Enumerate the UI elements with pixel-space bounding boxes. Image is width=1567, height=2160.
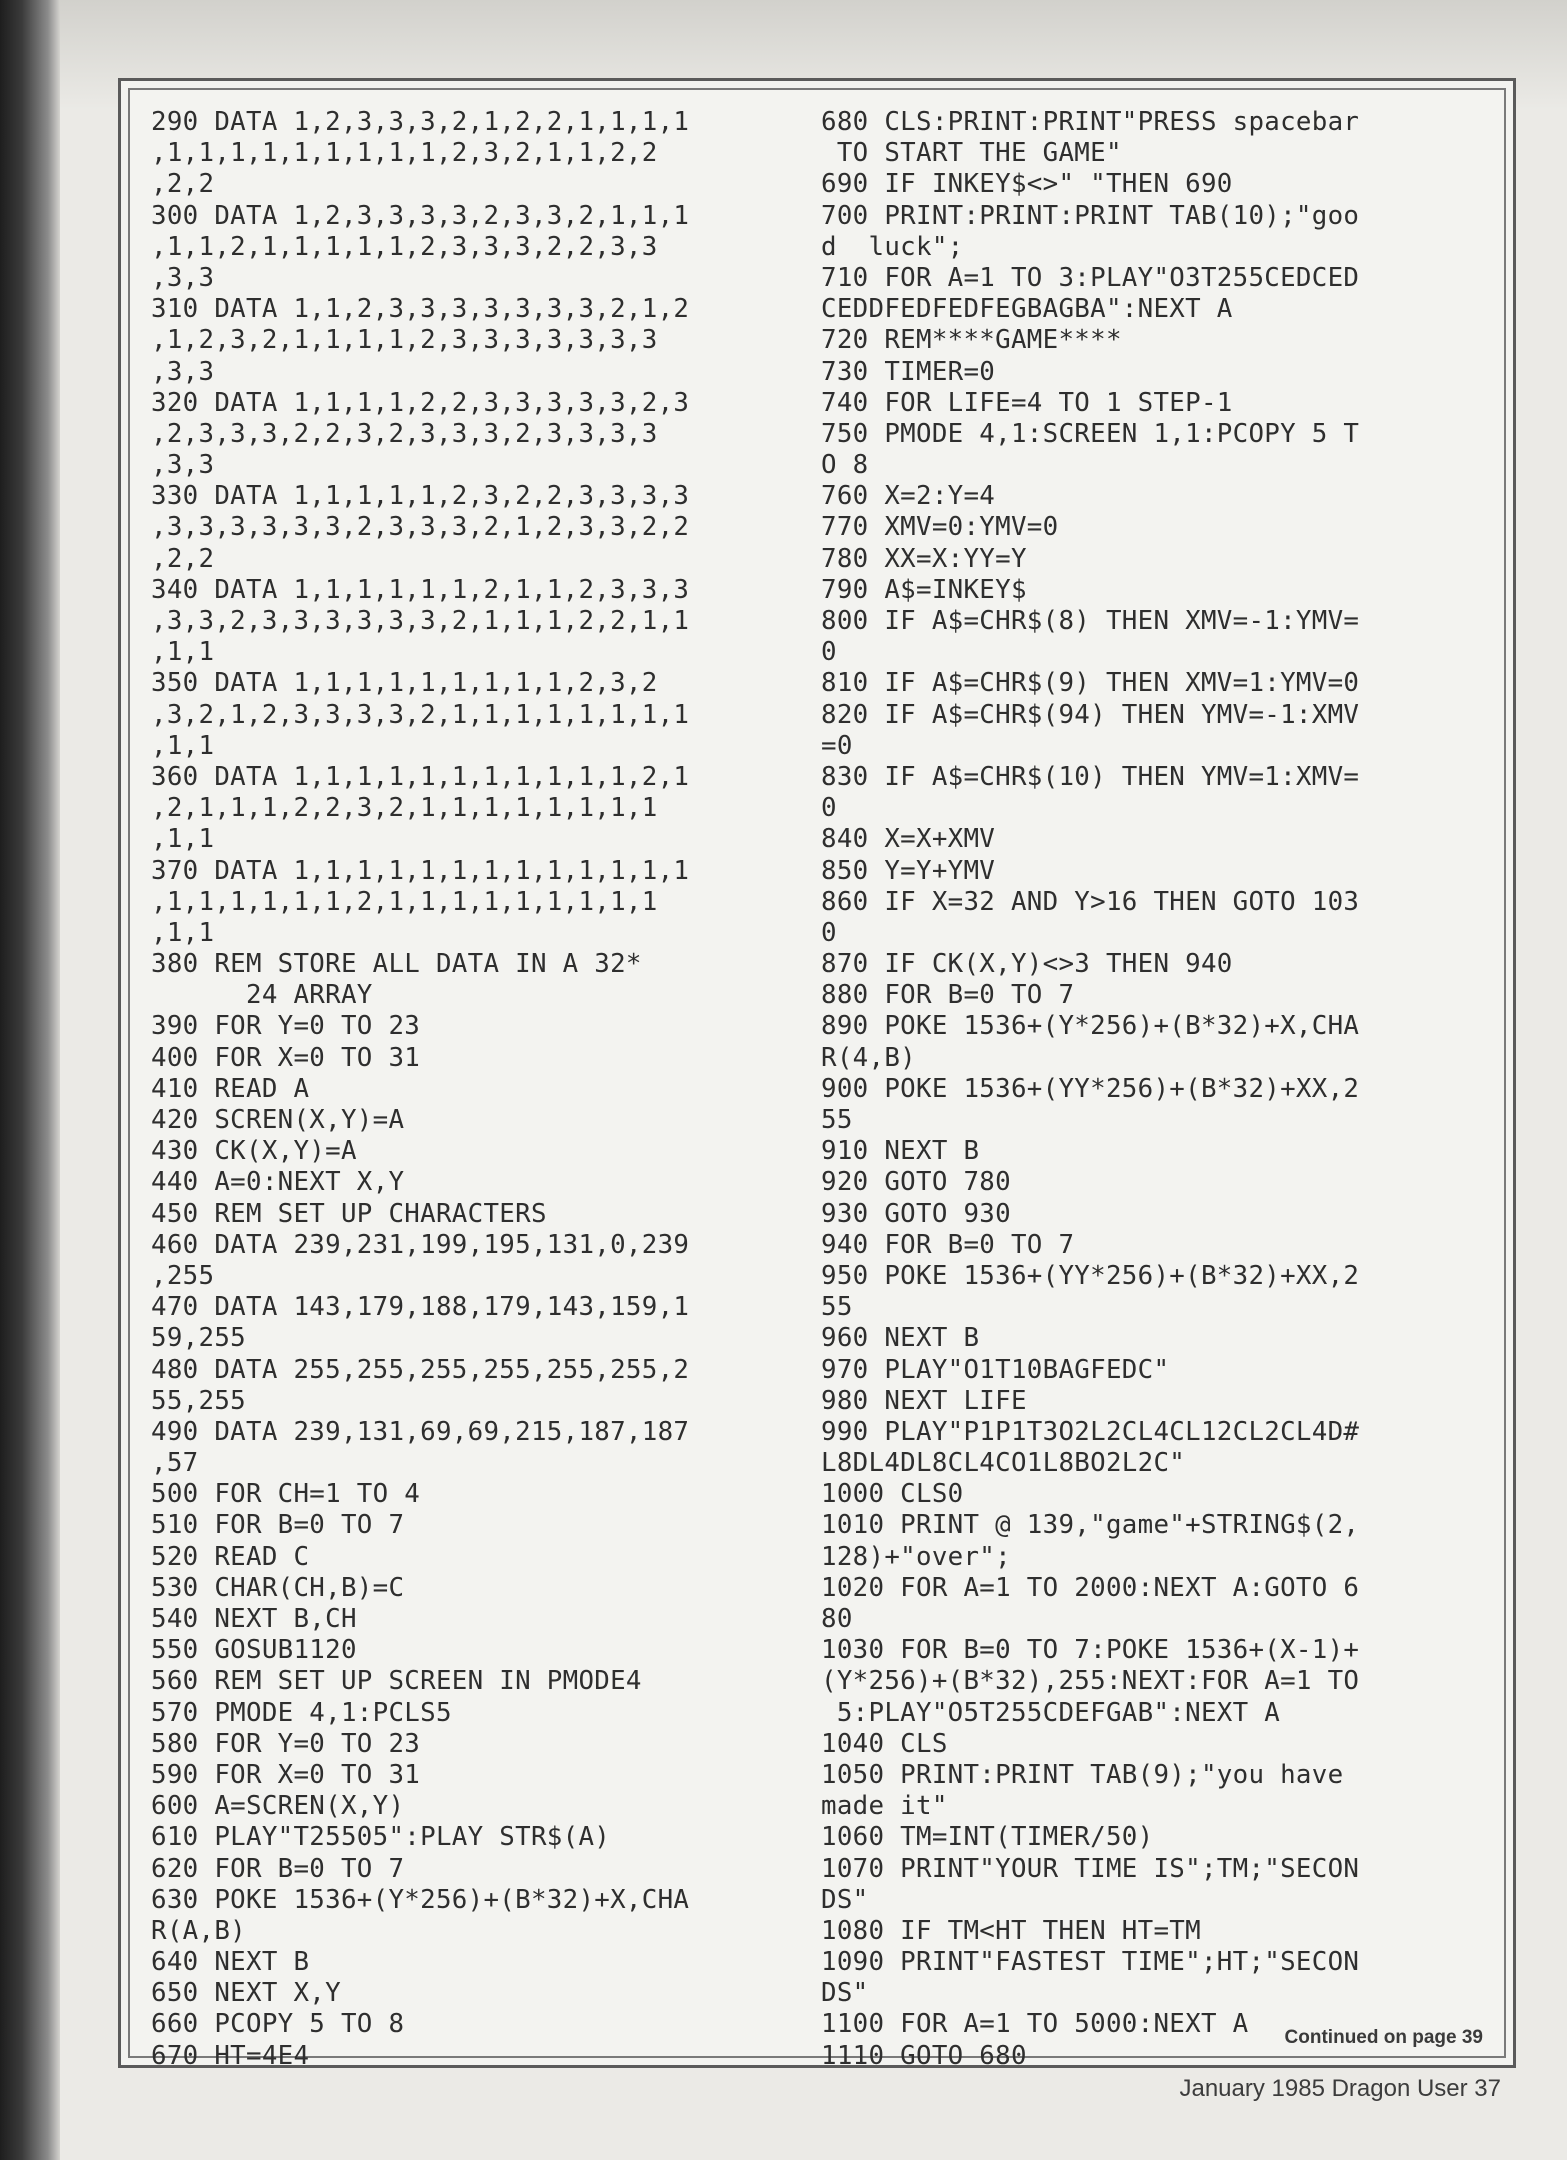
code-line: 880 FOR B=0 TO 7 bbox=[821, 980, 1075, 1011]
code-line: 540 NEXT B,CH bbox=[151, 1604, 357, 1634]
code-line: ,1,1 bbox=[151, 637, 215, 668]
code-line: L8DL4DL8CL4CO1L8BO2L2C" bbox=[821, 1448, 1186, 1479]
code-line: 680 CLS:PRINT:PRINT"PRESS spacebar bbox=[821, 107, 1360, 137]
code-line: 430 CK(X,Y)=A bbox=[151, 1136, 357, 1167]
code-line: 800 IF A$=CHR$(8) THEN XMV=-1:YMV= bbox=[821, 606, 1360, 636]
code-line: =0 bbox=[821, 730, 853, 761]
code-line: ,57 bbox=[151, 1448, 199, 1479]
code-line: 610 PLAY"T25505":PLAY STR$(A) bbox=[151, 1822, 611, 1853]
code-line: ,3,2,1,2,3,3,3,3,2,1,1,1,1,1,1,1,1 bbox=[151, 699, 690, 730]
code-line: 55 bbox=[821, 1105, 853, 1135]
code-line: ,2,2 bbox=[151, 543, 215, 574]
code-line: TO START THE GAME" bbox=[821, 138, 1122, 169]
code-line: 690 IF INKEY$<>" "THEN 690 bbox=[821, 169, 1233, 200]
binding-spine-shadow bbox=[0, 0, 60, 2160]
code-line: ,1,1,1,1,1,1,1,1,1,2,3,2,1,1,2,2 bbox=[151, 138, 658, 169]
code-line: 24 ARRAY bbox=[151, 980, 373, 1011]
code-line: 450 REM SET UP CHARACTERS bbox=[151, 1198, 547, 1229]
code-line: ,3,3,3,3,3,3,2,3,3,3,2,1,2,3,3,2,2 bbox=[151, 512, 690, 543]
code-line: ,1,1 bbox=[151, 824, 215, 855]
code-line: 410 READ A bbox=[151, 1073, 310, 1104]
code-line: R(4,B) bbox=[821, 1042, 916, 1073]
code-line: 550 GOSUB1120 bbox=[151, 1635, 357, 1666]
code-line: 1000 CLS0 bbox=[821, 1479, 964, 1510]
code-line: 770 XMV=0:YMV=0 bbox=[821, 512, 1059, 543]
code-line: 560 REM SET UP SCREEN IN PMODE4 bbox=[151, 1666, 642, 1697]
code-line: 1090 PRINT"FASTEST TIME";HT;"SECON bbox=[821, 1947, 1360, 1978]
code-line: 350 DATA 1,1,1,1,1,1,1,1,1,2,3,2 bbox=[151, 668, 658, 699]
code-line: 650 NEXT X,Y bbox=[151, 1978, 341, 2009]
code-line: 500 FOR CH=1 TO 4 bbox=[151, 1479, 421, 1510]
code-line: 920 GOTO 780 bbox=[821, 1167, 1011, 1198]
code-line: (Y*256)+(B*32),255:NEXT:FOR A=1 TO bbox=[821, 1666, 1360, 1697]
code-line: 660 PCOPY 5 TO 8 bbox=[151, 2009, 405, 2040]
code-line: 1060 TM=INT(TIMER/50) bbox=[821, 1822, 1154, 1853]
code-line: 780 XX=X:YY=Y bbox=[821, 543, 1027, 574]
code-line: ,255 bbox=[151, 1260, 215, 1291]
code-line: 320 DATA 1,1,1,1,2,2,3,3,3,3,3,2,3 bbox=[151, 387, 690, 418]
code-line: ,2,3,3,3,2,2,3,2,3,3,3,2,3,3,3,3 bbox=[151, 418, 658, 449]
code-line: 460 DATA 239,231,199,195,131,0,239 bbox=[151, 1229, 690, 1260]
code-line: 400 FOR X=0 TO 31 bbox=[151, 1042, 421, 1073]
code-line: 740 FOR LIFE=4 TO 1 STEP-1 bbox=[821, 387, 1233, 418]
code-line: made it" bbox=[821, 1791, 948, 1822]
code-line: 0 bbox=[821, 637, 837, 668]
code-line: 950 POKE 1536+(YY*256)+(B*32)+XX,2 bbox=[821, 1260, 1360, 1291]
continued-note: Continued on page 39 bbox=[1284, 2027, 1483, 2048]
code-line: 620 FOR B=0 TO 7 bbox=[151, 1853, 405, 1884]
code-line: ,1,1 bbox=[151, 917, 215, 948]
listing-right-column bbox=[821, 107, 1359, 2072]
code-line: DS" bbox=[821, 1978, 869, 2009]
code-line: 530 CHAR(CH,B)=C bbox=[151, 1572, 405, 1603]
code-line: 380 REM STORE ALL DATA IN A 32* bbox=[151, 949, 642, 980]
code-line: 840 X=X+XMV bbox=[821, 824, 996, 855]
code-line: 470 DATA 143,179,188,179,143,159,1 bbox=[151, 1292, 690, 1323]
code-line: 300 DATA 1,2,3,3,3,3,2,3,3,2,1,1,1 bbox=[151, 200, 690, 231]
code-line: 80 bbox=[821, 1604, 853, 1634]
code-line: 760 X=2:Y=4 bbox=[821, 481, 996, 512]
code-line: 1010 PRINT @ 139,"game"+STRING$(2, bbox=[821, 1510, 1360, 1541]
code-line: 370 DATA 1,1,1,1,1,1,1,1,1,1,1,1,1 bbox=[151, 855, 690, 886]
code-line: 1070 PRINT"YOUR TIME IS";TM;"SECON bbox=[821, 1853, 1360, 1884]
program-listing-box bbox=[118, 78, 1516, 2071]
code-line: 510 FOR B=0 TO 7 bbox=[151, 1510, 405, 1541]
code-line: 790 A$=INKEY$ bbox=[821, 574, 1027, 605]
code-line: 1030 FOR B=0 TO 7:POKE 1536+(X-1)+ bbox=[821, 1635, 1360, 1666]
code-line: 980 NEXT LIFE bbox=[821, 1385, 1027, 1416]
code-line: 940 FOR B=0 TO 7 bbox=[821, 1229, 1075, 1260]
code-line: 420 SCREN(X,Y)=A bbox=[151, 1105, 405, 1135]
code-line: 1080 IF TM<HT THEN HT=TM bbox=[821, 1915, 1201, 1946]
code-line: ,1,1,1,1,1,1,2,1,1,1,1,1,1,1,1,1 bbox=[151, 886, 658, 917]
code-line: 1050 PRINT:PRINT TAB(9);"you have bbox=[821, 1759, 1344, 1790]
code-line: ,1,2,3,2,1,1,1,1,2,3,3,3,3,3,3,3 bbox=[151, 325, 658, 356]
code-line: ,1,1 bbox=[151, 730, 215, 761]
listing-left-column bbox=[151, 107, 689, 2072]
code-line: 570 PMODE 4,1:PCLS5 bbox=[151, 1697, 452, 1728]
code-line: 970 PLAY"O1T10BAGFEDC" bbox=[821, 1354, 1170, 1385]
code-line: 850 Y=Y+YMV bbox=[821, 855, 996, 886]
code-line: 0 bbox=[821, 917, 837, 948]
code-line: CEDDFEDFEDFEGBAGBA":NEXT A bbox=[821, 294, 1233, 325]
code-line: 860 IF X=32 AND Y>16 THEN GOTO 103 bbox=[821, 886, 1360, 917]
code-line: 1020 FOR A=1 TO 2000:NEXT A:GOTO 6 bbox=[821, 1572, 1360, 1603]
code-line: 640 NEXT B bbox=[151, 1947, 310, 1978]
code-line: 730 TIMER=0 bbox=[821, 356, 996, 387]
code-line: 750 PMODE 4,1:SCREEN 1,1:PCOPY 5 T bbox=[821, 418, 1360, 449]
code-line: 830 IF A$=CHR$(10) THEN YMV=1:XMV= bbox=[821, 761, 1360, 792]
code-line: 440 A=0:NEXT X,Y bbox=[151, 1167, 405, 1198]
code-line: 59,255 bbox=[151, 1323, 246, 1354]
code-line: 710 FOR A=1 TO 3:PLAY"O3T255CEDCED bbox=[821, 262, 1360, 293]
code-line: ,1,1,2,1,1,1,1,1,2,3,3,3,2,2,3,3 bbox=[151, 231, 658, 262]
code-line: ,3,3 bbox=[151, 450, 215, 481]
code-line: 930 GOTO 930 bbox=[821, 1198, 1011, 1229]
code-line: 580 FOR Y=0 TO 23 bbox=[151, 1728, 421, 1759]
code-line: ,3,3 bbox=[151, 262, 215, 293]
code-line: 870 IF CK(X,Y)<>3 THEN 940 bbox=[821, 949, 1233, 980]
code-line: 520 READ C bbox=[151, 1541, 310, 1572]
code-line: 630 POKE 1536+(Y*256)+(B*32)+X,CHA bbox=[151, 1884, 690, 1915]
code-line: 590 FOR X=0 TO 31 bbox=[151, 1759, 421, 1790]
code-line: 330 DATA 1,1,1,1,1,2,3,2,2,3,3,3,3 bbox=[151, 481, 690, 512]
code-line: 0 bbox=[821, 793, 837, 824]
code-line: 128)+"over"; bbox=[821, 1541, 1011, 1572]
code-line: R(A,B) bbox=[151, 1915, 246, 1946]
code-line: ,2,2 bbox=[151, 169, 215, 200]
code-line: 890 POKE 1536+(Y*256)+(B*32)+X,CHA bbox=[821, 1011, 1360, 1042]
code-line: 55 bbox=[821, 1292, 853, 1323]
code-line: 340 DATA 1,1,1,1,1,1,2,1,1,2,3,3,3 bbox=[151, 574, 690, 605]
code-line: 910 NEXT B bbox=[821, 1136, 980, 1167]
code-line: 810 IF A$=CHR$(9) THEN XMV=1:YMV=0 bbox=[821, 668, 1360, 699]
code-line: DS" bbox=[821, 1884, 869, 1915]
code-line: 55,255 bbox=[151, 1385, 246, 1416]
code-line: 820 IF A$=CHR$(94) THEN YMV=-1:XMV bbox=[821, 699, 1360, 730]
code-line: 700 PRINT:PRINT:PRINT TAB(10);"goo bbox=[821, 200, 1360, 231]
code-line: 490 DATA 239,131,69,69,215,187,187 bbox=[151, 1416, 690, 1447]
code-line: 390 FOR Y=0 TO 23 bbox=[151, 1011, 421, 1042]
code-line: 480 DATA 255,255,255,255,255,255,2 bbox=[151, 1354, 690, 1385]
code-line: 1040 CLS bbox=[821, 1728, 948, 1759]
code-line: 360 DATA 1,1,1,1,1,1,1,1,1,1,1,2,1 bbox=[151, 761, 690, 792]
code-line: 720 REM****GAME**** bbox=[821, 325, 1122, 356]
code-line: 5:PLAY"O5T255CDEFGAB":NEXT A bbox=[821, 1697, 1281, 1728]
code-line: 290 DATA 1,2,3,3,3,2,1,2,2,1,1,1,1 bbox=[151, 107, 690, 137]
code-line: 600 A=SCREN(X,Y) bbox=[151, 1791, 405, 1822]
code-line: ,3,3 bbox=[151, 356, 215, 387]
code-line: 960 NEXT B bbox=[821, 1323, 980, 1354]
code-line: 900 POKE 1536+(YY*256)+(B*32)+XX,2 bbox=[821, 1073, 1360, 1104]
code-line: ,3,3,2,3,3,3,3,3,3,2,1,1,1,2,2,1,1 bbox=[151, 606, 690, 636]
code-line: 1110 GOTO 680 bbox=[821, 2040, 1027, 2071]
code-line: d luck"; bbox=[821, 231, 964, 262]
code-line: 990 PLAY"P1P1T3O2L2CL4CL12CL2CL4D# bbox=[821, 1416, 1360, 1447]
page-footer: January 1985 Dragon User 37 bbox=[1179, 2075, 1501, 2102]
code-line: 310 DATA 1,1,2,3,3,3,3,3,3,3,2,1,2 bbox=[151, 294, 690, 325]
code-line: 1100 FOR A=1 TO 5000:NEXT A bbox=[821, 2009, 1249, 2040]
code-line: 670 HT=4E4 bbox=[151, 2040, 310, 2071]
code-line: O 8 bbox=[821, 450, 869, 481]
code-line: ,2,1,1,1,2,2,3,2,1,1,1,1,1,1,1,1 bbox=[151, 793, 658, 824]
